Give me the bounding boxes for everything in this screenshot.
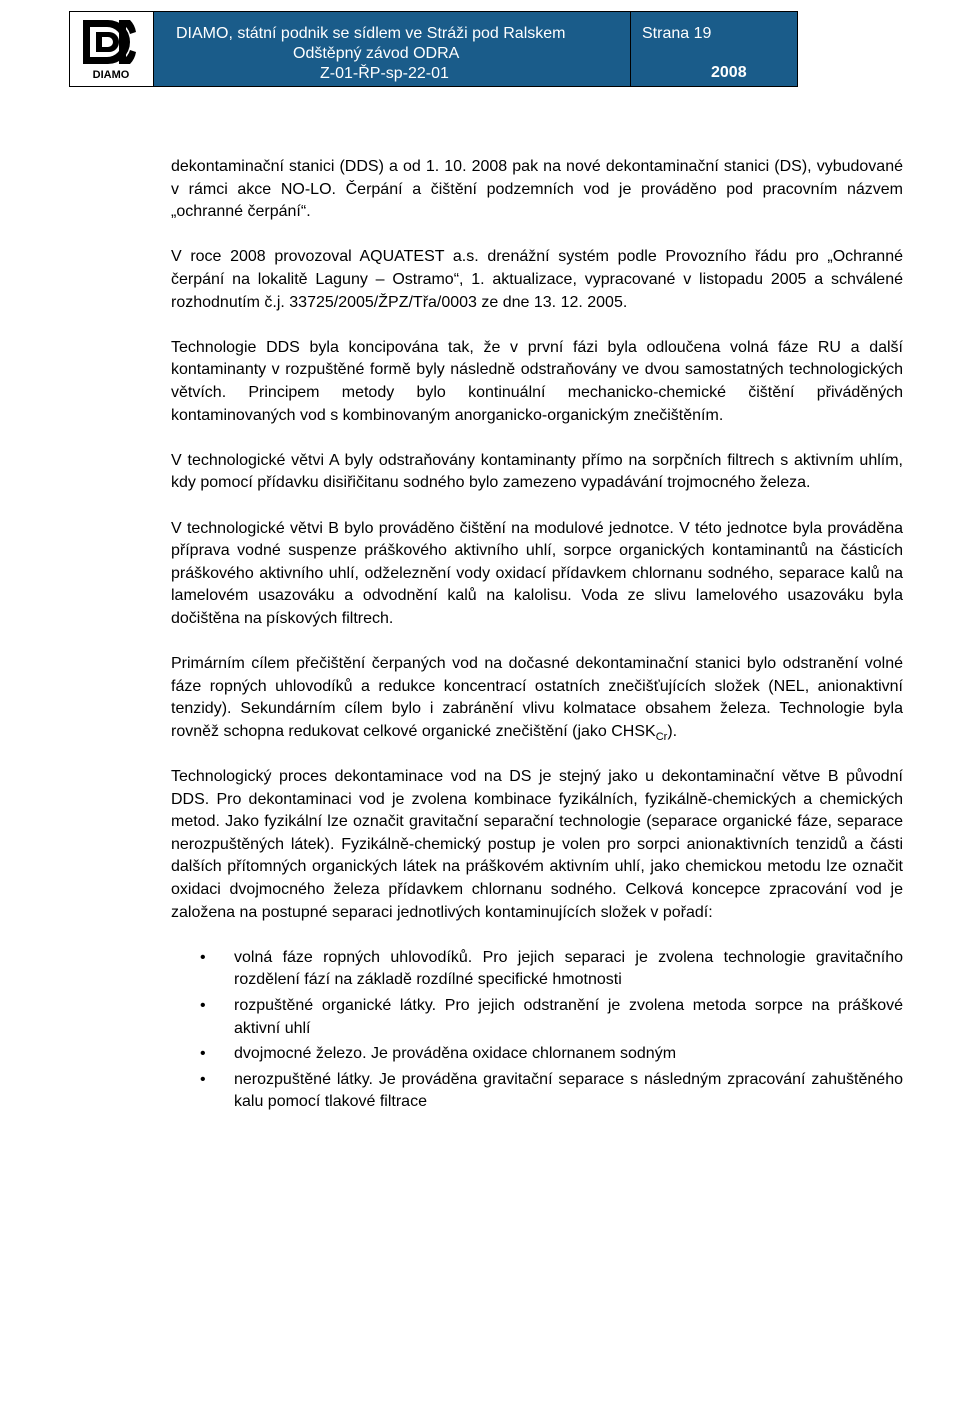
document-year: 2008 [711, 64, 747, 81]
company-name: DIAMO, státní podnik se sídlem ve Stráži pod Ralskem [176, 25, 566, 42]
document-body [171, 156, 903, 1117]
page-header [69, 11, 798, 87]
bullet-icon: • [200, 1070, 206, 1088]
chsk-subscript: Cr [655, 731, 668, 744]
document-code: Z-01-ŘP-sp-22-01 [320, 65, 449, 82]
logo-text: DIAMO [92, 69, 130, 81]
bullet-list [171, 947, 903, 1114]
list-item-text: dvojmocné železo. Je prováděna oxidace chlornanem sodným [234, 1045, 677, 1063]
branch-name: Odštěpný závod ODRA [293, 45, 460, 62]
paragraph: V roce 2008 provozoval AQUATEST a.s. drenážní systém podle Provozního řádu pro „Ochranné čerpání na lokalitě Laguny – Ostramo“, 1. aktualizace, vypracované v listopadu 2005 a schválené rozhodnutím č.j. 33725/2005/ŽPZ/Třa/0003 ze dne 13. 12. 2005. [171, 248, 903, 311]
bullet-icon: • [200, 996, 206, 1014]
header-page-info [630, 11, 798, 87]
paragraph: Technologie DDS byla koncipována tak, že v první fázi byla odloučena volná fáze RU a další kontaminanty v rozpuštěné formě byly následně odstraňovány ve dvou samostatných technologických větvích. Principem metody bylo kontinuální mechanicko-chemické čištění přiváděných kontaminovaných vod s kombinovaným anorganicko-organickým znečištěním. [171, 338, 903, 424]
paragraph-chsk [171, 653, 903, 743]
paragraph: V technologické větvi A byly odstraňovány kontaminanty přímo na sorpčních filtrech s aktivním uhlím, kdy pomocí přídavku disiřičitanu sodného bylo zamezeno vypadávání trojmocného železa. [171, 451, 903, 492]
paragraph: Technologický proces dekontaminace vod na DS je stejný jako u dekontaminační větve B původní DDS. Pro dekontaminaci vod je zvolena kombinace fyzikálních, fyzikálně-chemických a chemických metod. Jako fyzikální lze označit gravitační separační technologie (separace organické fáze, separace nerozpuštěných látek). Fyzikálně-chemický postup je volen pro sorpci anionaktivních tenzidů a části dalších přítomných organických látek na práškovém aktivním uhlí, jako chemickou metodu lze označit oxidaci dvojmocného železa přídavkem chlornanu sodného. Celková koncepce zpracování vod je založena na postupné separaci jednotlivých kontaminujících složek v pořadí: [171, 768, 903, 921]
chsk-text: Primárním cílem přečištění čerpaných vod na dočasné dekontaminační stanici bylo odstranění volné fáze ropných uhlovodíků a redukce koncentrací ostatních znečišťujících složek (NEL, anionaktivní tenzidy). Sekundárním cílem bylo i zabránění vlivu kolmatace obsahem železa. Technologie byla rovněž schopna redukovat celkové organické znečištění (jako CHSK [171, 655, 903, 740]
bullet-icon: • [200, 948, 206, 966]
paragraph: V technologické větvi B bylo prováděno čištění na modulové jednotce. V této jednotce byla prováděna příprava vodné suspenze práškového aktivního uhlí, sorpce organických kontaminantů na částicích práškového aktivního uhlí, odželeznění vody oxidací přídavkem chlornanu sodného, separace kalů na lamelovém usazováku a odvodnění kalů na kalolisu. Voda ze slivu lamelového usazováku byla dočištěna na pískových filtrech. [171, 519, 903, 627]
list-item-text: nerozpuštěné látky. Je prováděna gravitační separace s následným zpracování zahuštěného kalu pomocí tlakové filtrace [234, 1070, 903, 1111]
bullet-icon: • [200, 1045, 206, 1063]
list-item [171, 1069, 903, 1114]
page-number: Strana 19 [642, 25, 712, 42]
list-item [171, 995, 903, 1040]
list-item-text: volná fáze ropných uhlovodíků. Pro jejich separaci je zvolena technologie gravitačního rozdělení fází na základě rozdílné specifické hmotnosti [234, 948, 903, 989]
company-logo [69, 11, 154, 87]
list-item [171, 947, 903, 992]
chsk-tail: ). [667, 722, 678, 740]
list-item-text: rozpuštěné organické látky. Pro jejich odstranění je zvolena metoda sorpce na práškové aktivní uhlí [234, 996, 903, 1037]
paragraph: dekontaminační stanici (DDS) a od 1. 10. 2008 pak na nové dekontaminační stanici (DS), vybudované v rámci akce NO-LO. Čerpání a čištění podzemních vod je prováděno pod pracovním názvem „ochranné čerpání“. [171, 158, 903, 221]
diamo-logo-icon [70, 12, 153, 86]
list-item [171, 1043, 903, 1066]
header-company-info [154, 11, 630, 87]
